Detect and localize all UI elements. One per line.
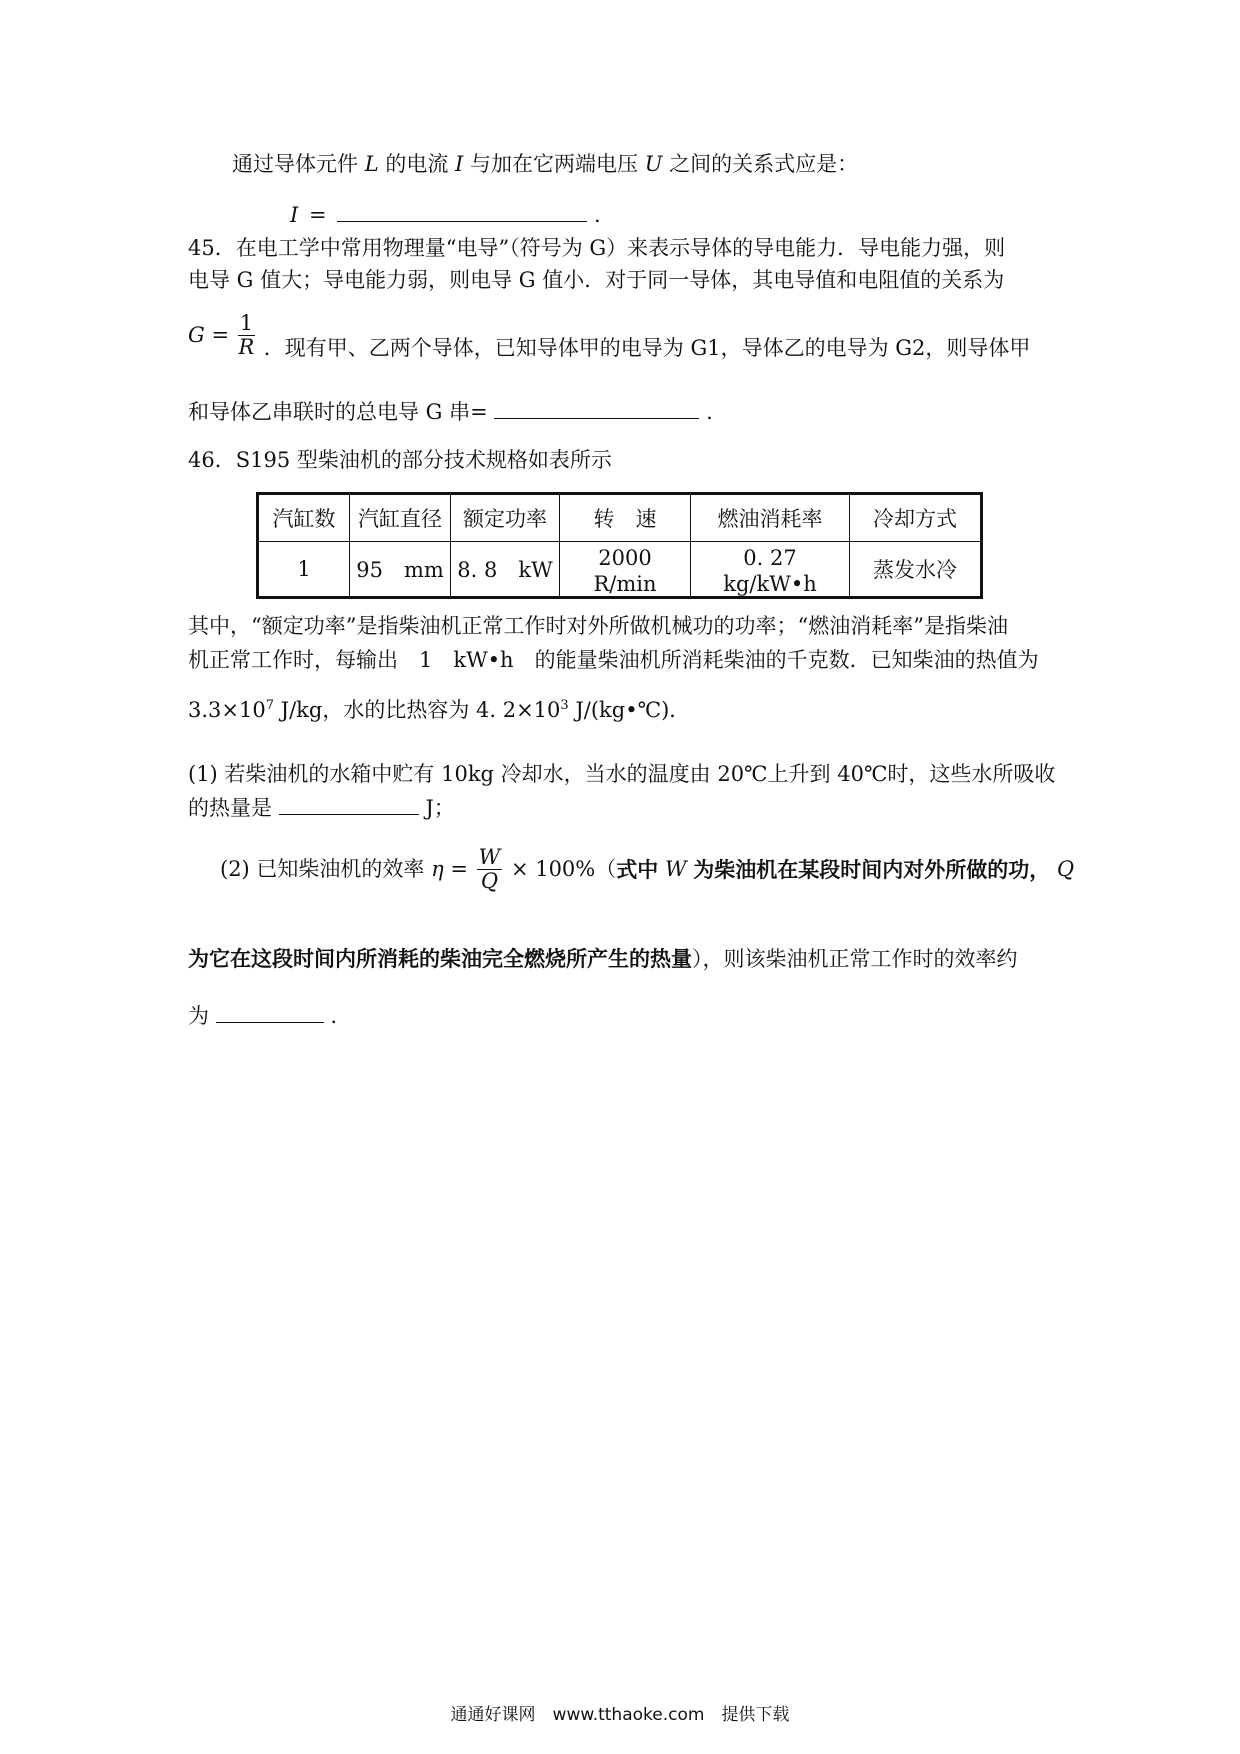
intro-line xyxy=(232,152,858,177)
spec-header-cell: 额定功率 xyxy=(451,494,560,542)
spec-data-cell: 8. 8 kW xyxy=(451,542,560,598)
answer-blank-G[interactable] xyxy=(494,417,699,419)
q45-line1: 45．在电工学中常用物理量“电导”（符号为 G）来表示导体的导电能力．导电能力强，则 xyxy=(188,236,1006,260)
para3-b: J/kg，水的比热容为 4. 2×10 xyxy=(274,698,561,722)
spec-data-cell: 1 xyxy=(258,542,350,598)
sub2-line2-rest: ），则该柴油机正常工作时的效率约 xyxy=(692,947,1018,971)
q46-sub1-line2 xyxy=(188,796,455,821)
sub2-bold1: 式中 xyxy=(616,857,659,882)
spec-table-data-row xyxy=(258,542,982,598)
answer-blank-efficiency[interactable] xyxy=(216,1021,324,1023)
spec-table-header-row xyxy=(258,494,982,542)
sub2-bold2: 为柴油机在某段时间内对外所做的功， xyxy=(693,857,1051,882)
para3-c: J/(kg•℃)． xyxy=(568,698,691,722)
intro-mid1: 的电流 xyxy=(385,152,449,176)
spec-data-cell: 2000 R/min xyxy=(560,542,691,598)
answer-blank-heat[interactable] xyxy=(279,813,419,815)
spec-data-cell: 95 mm xyxy=(350,542,451,598)
sub2-eta: η = xyxy=(431,857,468,881)
para3-sup1: 7 xyxy=(265,698,274,713)
sub1-line2-suffix: J； xyxy=(425,796,455,820)
formula-I-line xyxy=(290,203,601,228)
var-I: I xyxy=(455,152,464,176)
intro-suffix: 之间的关系式应是： xyxy=(669,152,859,176)
q46-sub2-line1 xyxy=(220,846,1074,893)
q46-title: 46．S195 型柴油机的部分技术规格如表所示 xyxy=(188,448,612,472)
page-footer: 通通好课网 www.tthaoke.com 提供下载 xyxy=(450,1705,790,1725)
answer-blank-I[interactable] xyxy=(337,220,587,222)
spec-header-cell: 汽缸数 xyxy=(258,494,350,542)
spec-table xyxy=(256,492,983,599)
formula-G-numerator: 1 xyxy=(239,311,254,335)
sub2-prefix: (2) 已知柴油机的效率 xyxy=(220,857,425,881)
sub2-line3-suffix: . xyxy=(330,1004,338,1028)
var-L: L xyxy=(364,152,379,176)
q45-line4-suffix: . xyxy=(706,400,713,424)
q46-sub2-line3 xyxy=(188,1004,337,1029)
q46-sub2-line2 xyxy=(188,946,1018,972)
spec-header-cell: 转 速 xyxy=(560,494,691,542)
q46-para1: 其中，“额定功率”是指柴油机正常工作时对外所做机械功的功率；“燃油消耗率”是指柴油 xyxy=(188,614,1008,638)
q46-para2: 机正常工作时，每输出 1 kW•h 的能量柴油机所消耗柴油的千克数．已知柴油的热值为 xyxy=(188,648,1039,672)
q46-para3 xyxy=(188,698,690,723)
formula-G-fraction xyxy=(238,312,255,359)
efficiency-denominator: Q xyxy=(480,869,499,894)
spec-header-cell: 燃油消耗率 xyxy=(691,494,850,542)
intro-prefix: 通过导体元件 xyxy=(232,152,358,176)
q45-line3: ．现有甲、乙两个导体，已知导体甲的电导为 G1，导体乙的电导为 G2，则导体甲 xyxy=(263,336,1031,361)
spec-header-cell: 冷却方式 xyxy=(850,494,982,542)
q45-formula-line xyxy=(188,312,1030,361)
q45-line2: 电导 G 值大；导电能力弱，则电导 G 值小．对于同一导体，其电导值和电阻值的关系为 xyxy=(188,268,1005,292)
sub1-line2-prefix: 的热量是 xyxy=(188,796,272,820)
para3-a: 3.3×10 xyxy=(188,698,266,722)
sub2-line2-bold: 为它在这段时间内所消耗的柴油完全燃烧所产生的热量 xyxy=(188,946,692,971)
q45-line4 xyxy=(188,400,713,425)
efficiency-numerator: W xyxy=(478,845,501,869)
var-U: U xyxy=(644,152,663,176)
sub2-line3-prefix: 为 xyxy=(188,1004,209,1028)
q46-sub1-line1: (1) 若柴油机的水箱中贮有 10kg 冷却水，当水的温度由 20℃上升到 40℃时，这些水所吸收 xyxy=(188,762,1056,786)
formula-I-end: . xyxy=(593,203,601,227)
formula-G-denominator: R xyxy=(238,335,255,360)
spec-header-cell: 汽缸直径 xyxy=(350,494,451,542)
formula-I-lhs: I xyxy=(290,203,299,227)
formula-G-lhs: G = xyxy=(188,323,230,347)
sub2-Q: Q xyxy=(1056,857,1075,881)
intro-mid2: 与加在它两端电压 xyxy=(470,152,638,176)
q45-line4-prefix: 和导体乙串联时的总电导 G 串= xyxy=(188,400,488,424)
formula-I-eq: = xyxy=(308,203,327,227)
spec-data-cell: 0. 27 kg/kW•h xyxy=(691,542,850,598)
sub2-after: × 100%（ xyxy=(510,857,617,881)
efficiency-fraction xyxy=(477,846,503,893)
para3-sup2: 3 xyxy=(560,698,569,713)
sub2-W: W xyxy=(664,857,687,881)
spec-data-cell: 蒸发水冷 xyxy=(850,542,982,598)
